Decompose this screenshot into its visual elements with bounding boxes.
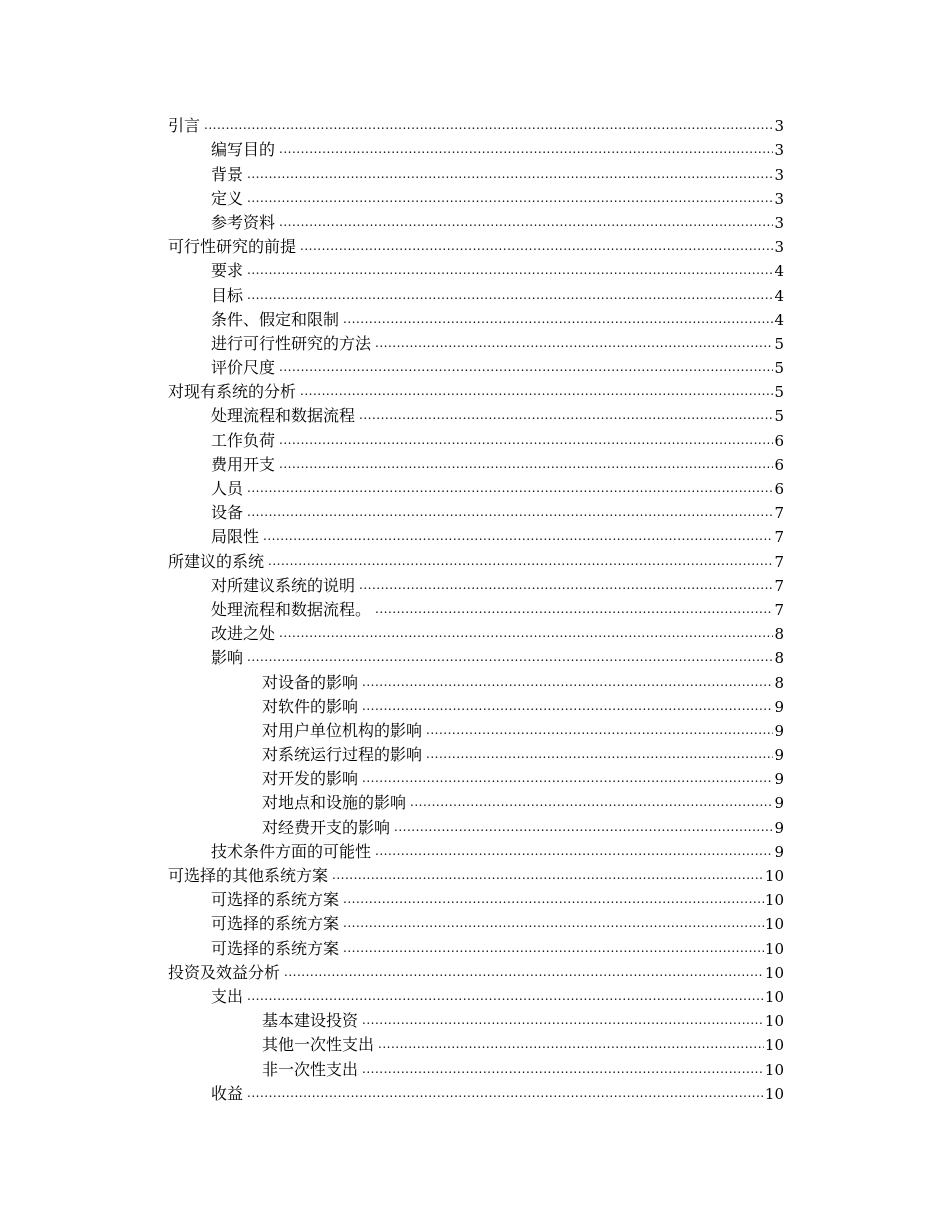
toc-entry-page-number: 6 — [774, 431, 784, 450]
toc-dot-leader — [410, 795, 773, 809]
toc-entry[interactable] — [168, 717, 784, 741]
toc-entry-page-number: 8 — [774, 625, 784, 644]
toc-dot-leader — [284, 965, 764, 979]
toc-entry-page-number: 3 — [774, 213, 784, 232]
toc-entry-page-number: 4 — [774, 310, 784, 329]
toc-entry-title: 定义 — [211, 188, 244, 208]
toc-entry-page-number: 10 — [764, 891, 784, 910]
toc-entry[interactable] — [168, 306, 784, 330]
toc-entry-page-number: 3 — [774, 238, 784, 257]
toc-entry[interactable] — [168, 330, 784, 354]
toc-entry-title: 设备 — [211, 503, 244, 523]
toc-entry-title: 评价尺度 — [211, 358, 276, 378]
toc-entry-page-number: 10 — [764, 939, 784, 958]
toc-entry[interactable] — [168, 813, 784, 837]
toc-entry-title: 对地点和设施的影响 — [262, 793, 407, 813]
toc-dot-leader — [332, 868, 764, 882]
toc-entry-page-number: 10 — [764, 915, 784, 934]
toc-entry[interactable] — [168, 1080, 784, 1104]
toc-entry[interactable] — [168, 185, 784, 209]
toc-entry-page-number: 10 — [764, 1012, 784, 1031]
toc-dot-leader — [426, 747, 773, 761]
toc-entry-page-number: 10 — [764, 867, 784, 885]
toc-entry-title: 工作负荷 — [211, 430, 276, 450]
toc-entry[interactable] — [168, 765, 784, 789]
toc-entry-title: 基本建设投资 — [262, 1011, 359, 1031]
toc-entry-title: 其他一次性支出 — [262, 1035, 375, 1055]
toc-entry-title: 可选择的其他系统方案 — [168, 866, 329, 885]
toc-entry[interactable] — [168, 983, 784, 1007]
toc-entry-page-number: 9 — [774, 746, 784, 765]
toc-entry[interactable] — [168, 257, 784, 281]
toc-dot-leader — [247, 650, 773, 664]
toc-dot-leader — [247, 167, 773, 181]
toc-entry[interactable] — [168, 693, 784, 717]
toc-entry-title: 收益 — [211, 1083, 244, 1103]
toc-entry[interactable] — [168, 668, 784, 692]
toc-entry[interactable] — [168, 959, 784, 983]
toc-entry-page-number: 7 — [774, 528, 784, 547]
toc-entry[interactable] — [168, 862, 784, 886]
toc-dot-leader — [343, 941, 764, 955]
toc-entry-page-number: 8 — [774, 649, 784, 668]
toc-entry-page-number: 7 — [774, 552, 784, 571]
toc-dot-leader — [426, 723, 773, 737]
toc-dot-leader — [279, 433, 773, 447]
toc-entry[interactable] — [168, 354, 784, 378]
toc-entry[interactable] — [168, 209, 784, 233]
toc-entry-title: 目标 — [211, 285, 244, 305]
toc-entry-title: 对用户单位机构的影响 — [262, 720, 423, 740]
toc-entry-page-number: 8 — [774, 673, 784, 692]
toc-entry[interactable] — [168, 838, 784, 862]
toc-dot-leader — [362, 771, 773, 785]
toc-entry-page-number: 10 — [764, 987, 784, 1006]
toc-entry-page-number: 9 — [774, 842, 784, 861]
toc-entry[interactable] — [168, 378, 784, 402]
toc-entry-title: 可选择的系统方案 — [211, 914, 340, 934]
toc-dot-leader — [343, 312, 773, 326]
toc-entry-page-number: 5 — [774, 383, 784, 402]
toc-entry-page-number: 6 — [774, 455, 784, 474]
toc-entry-page-number: 3 — [774, 189, 784, 208]
toc-dot-leader — [279, 457, 773, 471]
toc-entry-title: 对开发的影响 — [262, 769, 359, 789]
toc-entry-title: 处理流程和数据流程 — [211, 406, 356, 426]
toc-entry-title: 可选择的系统方案 — [211, 938, 340, 958]
toc-entry-title: 技术条件方面的可能性 — [211, 841, 372, 861]
toc-entry-title: 对经费开支的影响 — [262, 817, 391, 837]
toc-entry-page-number: 7 — [774, 504, 784, 523]
toc-entry-title: 局限性 — [211, 527, 260, 547]
toc-entry-page-number: 4 — [774, 262, 784, 281]
toc-entry[interactable] — [168, 934, 784, 958]
toc-entry-page-number: 9 — [774, 794, 784, 813]
toc-dot-leader — [375, 602, 773, 616]
toc-entry-page-number: 7 — [774, 600, 784, 619]
toc-entry-page-number: 10 — [764, 963, 784, 982]
toc-entry[interactable] — [168, 475, 784, 499]
toc-dot-leader — [247, 989, 764, 1003]
toc-entry-page-number: 5 — [774, 407, 784, 426]
toc-entry[interactable] — [168, 620, 784, 644]
toc-dot-leader — [268, 554, 773, 568]
toc-entry-title: 对所建议系统的说明 — [211, 575, 356, 595]
toc-dot-leader — [362, 699, 773, 713]
toc-entry-title: 非一次性支出 — [262, 1059, 359, 1079]
toc-dot-leader — [362, 1062, 764, 1076]
toc-entry-title: 改进之处 — [211, 624, 276, 644]
toc-entry-page-number: 3 — [774, 165, 784, 184]
toc-dot-leader — [247, 288, 773, 302]
toc-dot-leader — [279, 142, 773, 156]
toc-entry-title: 条件、假定和限制 — [211, 309, 340, 329]
toc-entry[interactable] — [168, 160, 784, 184]
toc-entry-title: 处理流程和数据流程。 — [211, 599, 372, 619]
toc-entry-page-number: 6 — [774, 480, 784, 498]
toc-dot-leader — [263, 529, 773, 543]
toc-entry[interactable] — [168, 910, 784, 934]
toc-dot-leader — [362, 675, 773, 689]
toc-entry-page-number: 3 — [774, 141, 784, 160]
toc-entry[interactable] — [168, 451, 784, 475]
toc-entry[interactable] — [168, 112, 784, 136]
toc-entry[interactable] — [168, 136, 784, 160]
toc-dot-leader — [247, 191, 773, 205]
toc-dot-leader — [394, 820, 773, 834]
toc-dot-leader — [300, 239, 773, 253]
toc-entry[interactable] — [168, 886, 784, 910]
toc-dot-leader — [343, 916, 764, 930]
toc-entry[interactable] — [168, 741, 784, 765]
toc-entry-title: 背景 — [211, 164, 244, 184]
toc-entry[interactable] — [168, 596, 784, 620]
toc-entry-page-number: 10 — [764, 1084, 784, 1103]
toc-entry-title: 对现有系统的分析 — [168, 382, 297, 402]
toc-entry[interactable] — [168, 281, 784, 305]
toc-dot-leader — [362, 1013, 764, 1027]
toc-entry[interactable] — [168, 426, 784, 450]
toc-entry-title: 参考资料 — [211, 212, 276, 232]
toc-entry-title: 影响 — [211, 648, 244, 668]
toc-dot-leader — [359, 578, 773, 592]
toc-entry[interactable] — [168, 402, 784, 426]
toc-entry-title: 编写目的 — [211, 140, 276, 160]
toc-dot-leader — [378, 1037, 764, 1051]
toc-entry-title: 费用开支 — [211, 454, 276, 474]
toc-entry[interactable] — [168, 572, 784, 596]
toc-entry-title: 要求 — [211, 261, 244, 281]
toc-entry-page-number: 3 — [774, 117, 784, 136]
toc-entry[interactable] — [168, 644, 784, 668]
toc-dot-leader — [279, 215, 773, 229]
toc-entry-title: 引言 — [168, 116, 201, 136]
toc-entry-title: 对系统运行过程的影响 — [262, 745, 423, 765]
toc-entry-title: 人员 — [211, 479, 244, 498]
toc-entry[interactable] — [168, 523, 784, 547]
toc-entry-page-number: 5 — [774, 359, 784, 378]
toc-entry-page-number: 5 — [774, 334, 784, 353]
toc-dot-leader — [247, 1086, 764, 1100]
toc-entry-title: 对软件的影响 — [262, 696, 359, 716]
toc-entry[interactable] — [168, 1031, 784, 1055]
toc-entry-title: 进行可行性研究的方法 — [211, 333, 372, 353]
toc-entry-page-number: 9 — [774, 770, 784, 789]
toc-entry[interactable] — [168, 233, 784, 257]
toc-dot-leader — [279, 626, 773, 640]
toc-entry[interactable] — [168, 1055, 784, 1079]
toc-entry-page-number: 7 — [774, 576, 784, 595]
toc-entry[interactable] — [168, 789, 784, 813]
toc-dot-leader — [279, 360, 773, 374]
toc-entry-page-number: 4 — [774, 286, 784, 305]
toc-entry[interactable] — [168, 547, 784, 571]
toc-dot-leader — [204, 118, 773, 132]
toc-entry-page-number: 10 — [764, 1036, 784, 1055]
table-of-contents — [168, 112, 784, 1104]
toc-entry-title: 可行性研究的前提 — [168, 237, 297, 257]
toc-dot-leader — [300, 384, 773, 398]
toc-entry-title: 可选择的系统方案 — [211, 890, 340, 910]
toc-dot-leader — [343, 892, 764, 906]
toc-dot-leader — [359, 408, 773, 422]
toc-entry-title: 支出 — [211, 986, 244, 1006]
toc-entry[interactable] — [168, 1007, 784, 1031]
toc-entry-page-number: 9 — [774, 721, 784, 740]
toc-entry-title: 所建议的系统 — [168, 551, 265, 571]
toc-dot-leader — [247, 505, 773, 519]
toc-entry[interactable] — [168, 499, 784, 523]
toc-entry-page-number: 9 — [774, 818, 784, 837]
toc-entry-page-number: 9 — [774, 697, 784, 716]
toc-entry-title: 投资及效益分析 — [168, 962, 281, 982]
toc-dot-leader — [375, 336, 773, 350]
toc-entry-title: 对设备的影响 — [262, 672, 359, 692]
toc-dot-leader — [247, 481, 773, 495]
toc-dot-leader — [375, 844, 773, 858]
toc-entry-page-number: 10 — [764, 1060, 784, 1079]
toc-dot-leader — [247, 263, 773, 277]
